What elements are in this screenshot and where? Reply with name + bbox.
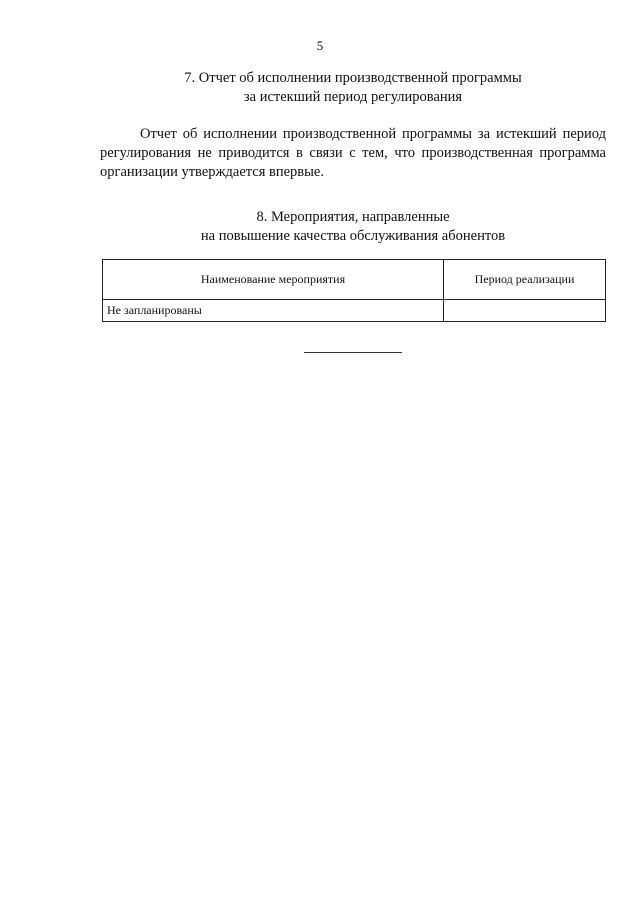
events-table — [102, 259, 606, 322]
column-header-period: Период реализации — [444, 260, 606, 300]
event-name-cell: Не запланированы — [103, 300, 444, 322]
section-8-heading-line-1: 8. Мероприятия, направленные — [256, 209, 450, 225]
section-8-heading-line-2: на повышение качества обслуживания абонентов — [200, 228, 506, 244]
column-header-event-name: Наименование мероприятия — [103, 260, 444, 300]
end-divider — [304, 352, 402, 353]
table-header-row — [103, 260, 606, 300]
section-8-heading — [100, 208, 606, 246]
section-7-paragraph: Отчет об исполнении производственной программы за истекший период регулирования не приводится в связи с тем, что производственная программа организации утверждается впервые. — [100, 126, 606, 180]
period-cell — [444, 300, 606, 322]
section-7-heading-line-2: за истекший период регулирования — [243, 89, 463, 105]
section-7-heading-line-1: 7. Отчет об исполнении производственной программы — [184, 70, 522, 86]
section-7-heading — [100, 69, 606, 107]
table-row — [103, 300, 606, 322]
page-number: 5 — [316, 38, 324, 53]
